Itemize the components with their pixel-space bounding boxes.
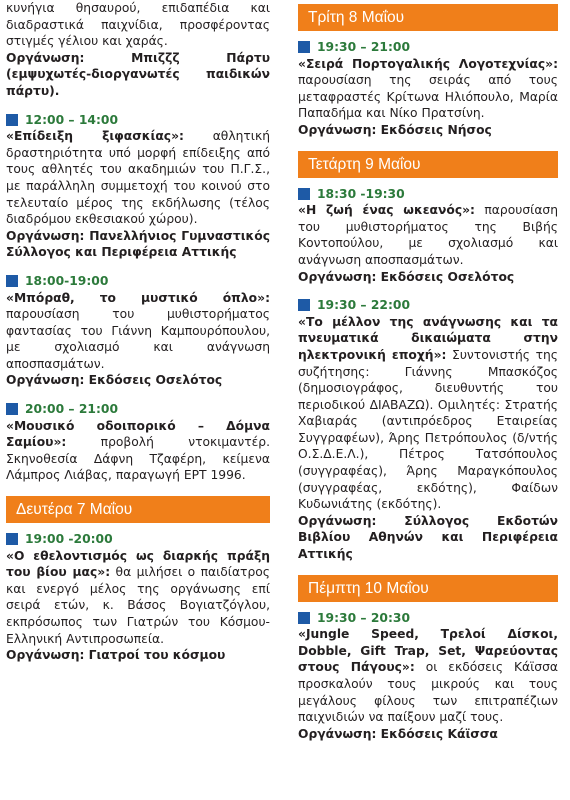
event-title: «Σειρά Πορτογαλικής Λογοτεχνίας»: <box>298 56 558 71</box>
event-organizer: Οργάνωση: Εκδόσεις Κάϊσσα <box>298 726 498 741</box>
event-title: «Ο εθελοντισμός ως διαρκής πράξη του βίου μας»: <box>6 548 270 580</box>
event-time: 19:30 – 21:00 <box>317 40 410 54</box>
event-title: «Το μέλλον της ανάγνωσης και τα πνευματικά δικαιώματα στην ηλεκτρονική εποχή»: <box>298 314 558 362</box>
event-organizer: Οργάνωση: Γιατροί του κόσμου <box>6 648 226 663</box>
event-description: παρουσίαση της σειράς από τους μεταφραστές Κρίτωνα Ηλιόπουλο, Μαρία Παπαδήμα και Νίκο Πρατσίνη. <box>298 73 558 121</box>
event-description: οι εκδόσεις Κάϊσσα προσκαλούν τους μικρούς και τους μεγάλους φίλους των επιτραπέζιων παιχνιδιών να παίξουν μαζί τους. <box>298 660 558 725</box>
event-time: 19:30 – 20:30 <box>317 610 410 625</box>
day-header-wednesday: Τετάρτη 9 Μαΐου <box>298 151 558 178</box>
event-organizer: Οργάνωση: Εκδόσεις Οσελότος <box>298 269 515 284</box>
intro-organizer: Οργάνωση: Μπιζζζ Πάρτυ (εμψυχωτές-διοργανωτές παιδικών πάρτυ). <box>6 50 270 98</box>
event-title: «Επίδειξη ξιφασκίας»: <box>6 129 184 144</box>
left-column <box>6 0 270 664</box>
event-board-games <box>298 610 558 743</box>
event-organizer: Οργάνωση: Εκδόσεις Νήσος <box>298 122 492 137</box>
event-organizer: Οργάνωση: Εκδόσεις Οσελότος <box>6 373 223 388</box>
day-header-thursday: Πέμπτη 10 Μαΐου <box>298 575 558 602</box>
event-time: 12:00 – 14:00 <box>25 112 118 127</box>
event-organizer: Οργάνωση: Πανελλήνιος Γυμναστικός Σύλλογος και Περιφέρεια Αττικής <box>6 228 270 260</box>
event-title: «Μπόραθ, το μυστικό όπλο»: <box>6 290 270 305</box>
event-domna-samiou <box>6 401 270 484</box>
bullet-square-icon <box>298 188 310 200</box>
intro-text: κυνήγια θησαυρού, επιδαπέδια και διαδραστικά παιχνίδια, προσφέροντας στιγμές γέλιου και χαράς. <box>6 1 270 49</box>
event-borath <box>6 273 270 389</box>
event-description: παρουσίαση του μυθιστορήματος της Βιβής Κοντοπούλου, με σχολιασμό και ανάγνωση αποσπασμάτων. <box>298 203 559 267</box>
event-title: «Jungle Speed, Τρελοί Δίσκοι, Dobble, Gift Trap, Set, Ψαρεύοντας στους Πάγους»: <box>298 627 558 675</box>
day-header-tuesday: Τρίτη 8 Μαΐου <box>298 4 558 31</box>
event-time: 20:00 – 21:00 <box>25 402 118 417</box>
event-fencing <box>6 112 270 261</box>
event-portuguese-literature <box>298 39 558 139</box>
event-description: προβολή ντοκιμαντέρ. Σκηνοθεσία Δάφνη Τζαφέρη, κείμενα Λάμπρος Λιάβας, παραγωγή ΕΡΤ 1996. <box>6 435 270 483</box>
event-description: Συντονιστής της συζήτησης: Γιάννης Μπασκόζος (δημοσιογράφος, διευθυντής του περιοδικού ΔΙΑΒΑΖΩ). Ομιλητές: Στρατής Χαβιαράς (αντιπρόεδρος Εταιρείας Συγγραφέων), Άρης Πετρόπουλος (δ/ντής Ο.Σ.Δ.Ε.Λ.), Πέτρος Τατσόπουλος (συγγραφέας), Άρης Μαραγκόπουλος (συγγραφέας, εκδότης), Φαίδων Κυδωνιάτης (εκδότης). <box>298 347 558 512</box>
event-description: αθλητική δραστηριότητα υπό μορφή επίδειξης από τους αθλητές του ακαδημιών του Π.Γ.Σ., με παράλληλη συμμετοχή του κοινού στο τελευταίο μέρος της εκδήλωσης (τέλος διαδρόμου εκθεσιακού χώρου). <box>6 129 271 227</box>
event-time: 19:30 – 22:00 <box>317 298 410 313</box>
bullet-square-icon <box>298 612 310 624</box>
event-organizer: Οργάνωση: Σύλλογος Εκδοτών Βιβλίου Αθηνών και Περιφέρεια Αττικής <box>298 513 558 562</box>
bullet-square-icon <box>6 275 18 287</box>
bullet-square-icon <box>6 533 18 545</box>
bullet-square-icon <box>6 114 18 126</box>
event-volunteering <box>6 531 270 664</box>
event-future-of-reading <box>298 297 558 563</box>
event-time: 18:30 -19:30 <box>317 186 405 201</box>
bullet-square-icon <box>298 299 310 311</box>
bullet-square-icon <box>6 403 18 415</box>
bullet-square-icon <box>298 41 310 53</box>
event-time: 18:00-19:00 <box>25 273 109 288</box>
right-column <box>298 0 558 742</box>
event-description: θα μιλήσει ο παιδίατρος και ενεργό μέλος της οργάνωσης επί σειρά ετών, κ. Βάσος Βογιατζόγλου, εκπρόσωπος των Γιατρών του Κόσμου-Ελληνική Αντιπροσωπεία. <box>6 565 271 646</box>
event-life-ocean <box>298 186 558 286</box>
day-header-monday: Δευτέρα 7 Μαΐου <box>6 496 270 523</box>
event-title: «Η ζωή ένας ωκεανός»: <box>298 203 475 218</box>
event-description: παρουσίαση του μυθιστορήματος φαντασίας του Γιάννη Καμπουρόπουλου, με σχολιασμό και ανάγνωση αποσπασμάτων. <box>6 307 270 371</box>
event-time: 19:00 -20:00 <box>25 532 113 547</box>
event-title: «Μουσικό οδοιπορικό – Δόμνα Σαμίου»: <box>6 418 270 450</box>
